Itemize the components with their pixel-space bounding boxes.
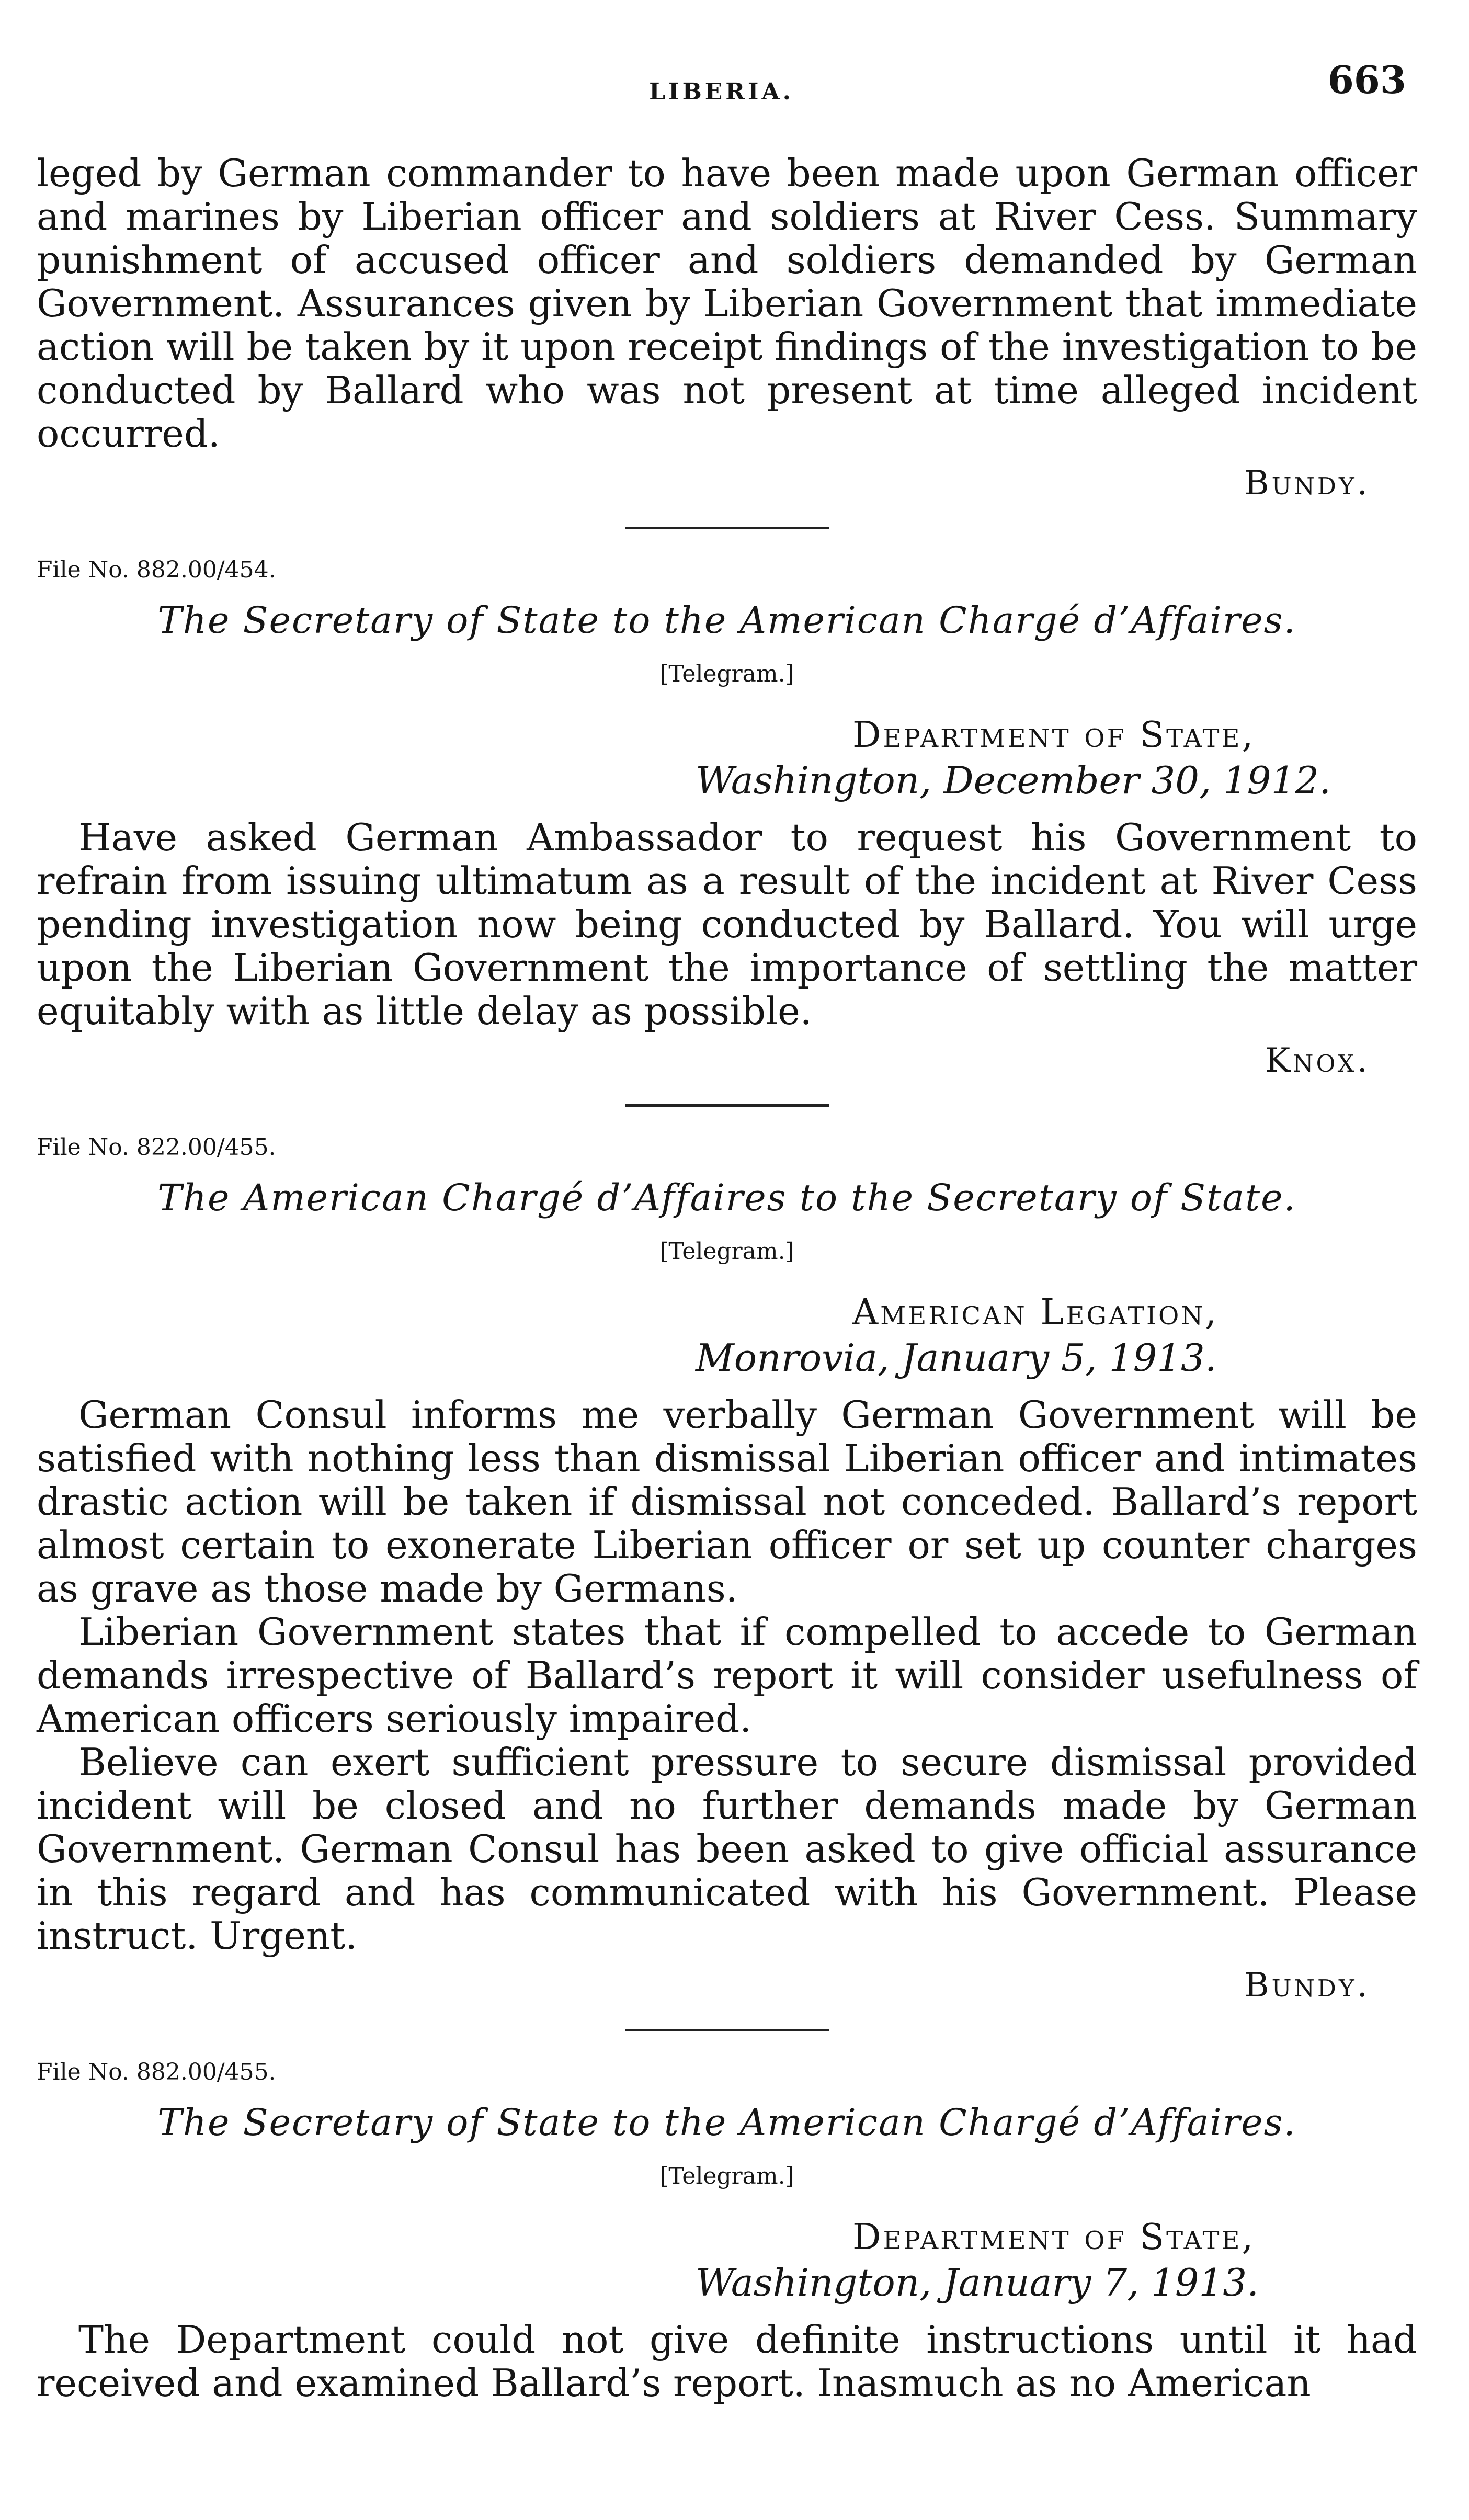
- date: Washington, January 7, 1913.: [696, 2261, 1259, 2305]
- origin: Department of State,: [852, 2217, 1256, 2258]
- telegram-label: [Telegram.]: [659, 2163, 794, 2189]
- date: Monrovia, January 5, 1913.: [696, 1336, 1217, 1380]
- origin: American Legation,: [852, 1292, 1219, 1333]
- document-title: The American Chargé d’Affaires to the Secretary of State.: [157, 1176, 1296, 1219]
- dateline: [37, 713, 1417, 803]
- body-paragraph: The Department could not give definite instructions until it had received and examined Ballard’s report. Inasmuch as no American: [37, 2318, 1417, 2405]
- section-divider: [625, 1104, 829, 1107]
- dateline: [37, 2216, 1417, 2306]
- file-number: File No. 882.00/454.: [37, 557, 276, 583]
- telegram-section: [37, 1134, 1417, 2005]
- telegram-label: [Telegram.]: [659, 1238, 794, 1265]
- telegram-section: [37, 557, 1417, 1080]
- signature: Bundy.: [1244, 1966, 1370, 2005]
- origin: Department of State,: [852, 714, 1256, 756]
- signature: Bundy.: [1244, 464, 1370, 503]
- document-title: The Secretary of State to the American Chargé d’Affaires.: [157, 2101, 1296, 2144]
- page-header: [37, 58, 1406, 115]
- running-head: LIBERIA.: [649, 78, 794, 105]
- body-paragraph: Have asked German Ambassador to request his Government to refrain from issuing ultimatum as a result of the incident at River Cess pending investigation now being conducted by Ballard. You will urge upon the Liberian Government the importance of settling the matter equitably with as little delay as possible.: [37, 815, 1417, 1033]
- telegram-section: [37, 2059, 1417, 2405]
- body-paragraph: German Consul informs me verbally German Government will be satisfied with nothing less than dismissal Liberian officer and intimates drastic action will be taken if dismissal not conceded. Ballard’s report almost certain to exonerate Liberian officer or set up counter charges as grave as those made by Germans.: [37, 1393, 1417, 1610]
- body-paragraph: Believe can exert sufficient pressure to secure dismissal provided incident will be closed and no further demands made by German Government. German Consul has been asked to give official assurance in this regard and has communicated with his Government. Please instruct. Urgent.: [37, 1740, 1417, 1958]
- body-paragraph: leged by German commander to have been made upon German officer and marines by Liberian officer and soldiers at River Cess. Summary punishment of accused officer and soldiers demanded by German Government. Assurances given by Liberian Government that immediate action will be taken by it upon receipt findings of the investigation to be conducted by Ballard who was not present at time alleged incident occurred.: [37, 151, 1417, 456]
- document-title: The Secretary of State to the American Chargé d’Affaires.: [157, 599, 1296, 642]
- file-number: File No. 822.00/455.: [37, 1134, 276, 1161]
- section-divider: [625, 527, 829, 529]
- signature: Knox.: [1265, 1041, 1370, 1080]
- file-number: File No. 882.00/455.: [37, 2059, 276, 2085]
- body-paragraph: Liberian Government states that if compelled to accede to German demands irrespective of Ballard’s report it will consider usefulness of American officers seriously impaired.: [37, 1610, 1417, 1741]
- page-number: 663: [1327, 58, 1406, 102]
- section-divider: [625, 2029, 829, 2031]
- date: Washington, December 30, 1912.: [696, 758, 1331, 802]
- continued-telegram: [37, 152, 1417, 503]
- dateline: [37, 1291, 1417, 1381]
- telegram-label: [Telegram.]: [659, 661, 794, 687]
- page-body: [37, 152, 1417, 2405]
